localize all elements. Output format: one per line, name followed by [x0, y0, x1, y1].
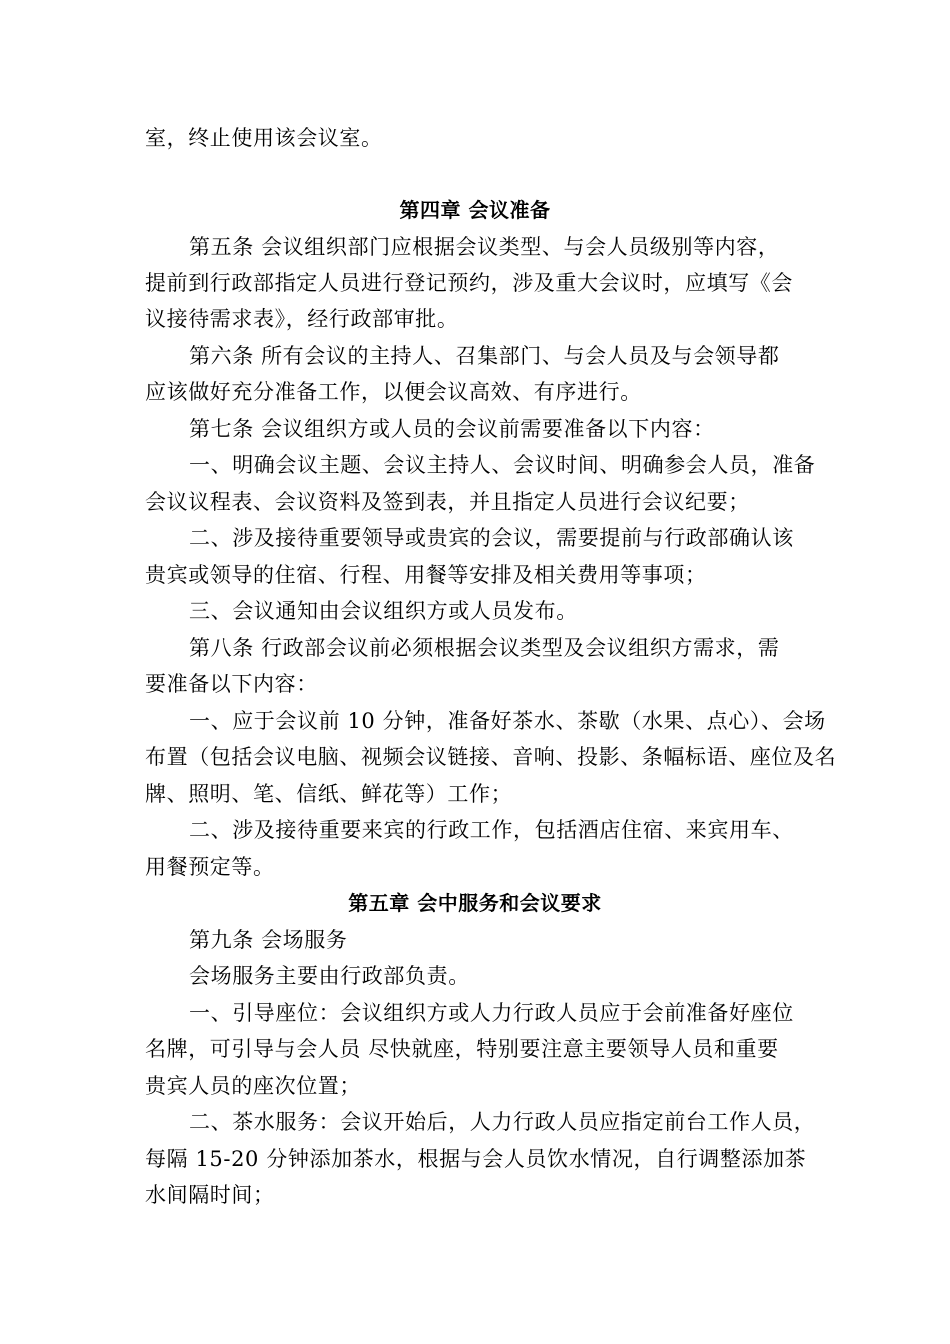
- article-7-item-1-line-2: 会议议程表、会议资料及签到表，并且指定人员进行会议纪要；: [145, 490, 750, 514]
- article-7-line-1: 第七条 会议组织方或人员的会议前需要准备以下内容：: [189, 417, 715, 441]
- article-8-item-1-line-3: 牌、照明、笔、信纸、鲜花等）工作；: [145, 782, 513, 806]
- article-5-line-3: 议接待需求表》，经行政部审批。: [145, 307, 459, 331]
- article-7-item-2-line-2: 贵宾或领导的住宿、行程、用餐等安排及相关费用等事项；: [145, 563, 707, 587]
- paragraph-continuation: 室，终止使用该会议室。: [145, 126, 383, 150]
- article-9-item-2-line-3: 水间隔时间；: [145, 1183, 275, 1207]
- article-8-line-1: 第八条 行政部会议前必须根据会议类型及会议组织方需求，需: [189, 636, 780, 660]
- article-8-item-1-line-2: 布置（包括会议电脑、视频会议链接、音响、投影、条幅标语、座位及名: [145, 745, 837, 769]
- article-8-item-1-line-1: 一、应于会议前 10 分钟，准备好茶水、茶歇（水果、点心）、会场: [189, 709, 826, 733]
- article-8-item-2-line-1: 二、涉及接待重要来宾的行政工作，包括酒店住宿、来宾用车、: [189, 818, 794, 842]
- chapter-4-heading: 第四章 会议准备: [399, 198, 551, 222]
- article-5-line-2: 提前到行政部指定人员进行登记预约，涉及重大会议时，应填写《会: [145, 271, 793, 295]
- article-7-item-3: 三、会议通知由会议组织方或人员发布。: [189, 599, 578, 623]
- article-8-line-2: 要准备以下内容：: [145, 672, 318, 696]
- article-6-line-1: 第六条 所有会议的主持人、召集部门、与会人员及与会领导都: [189, 344, 780, 368]
- chapter-5-heading: 第五章 会中服务和会议要求: [348, 891, 602, 915]
- article-9-title: 第九条 会场服务: [189, 928, 348, 952]
- article-6-line-2: 应该做好充分准备工作，以便会议高效、有序进行。: [145, 380, 642, 404]
- article-9-item-1-line-2: 名牌，可引导与会人员 尽快就座，特别要注意主要领导人员和重要: [145, 1037, 779, 1061]
- article-9-item-1-line-3: 贵宾人员的座次位置；: [145, 1074, 361, 1098]
- article-7-item-1-line-1: 一、明确会议主题、会议主持人、会议时间、明确参会人员，准备: [189, 453, 816, 477]
- article-9-intro: 会场服务主要由行政部负责。: [189, 964, 470, 988]
- article-5-line-1: 第五条 会议组织部门应根据会议类型、与会人员级别等内容，: [189, 235, 780, 259]
- article-9-item-2-line-2: 每隔 15-20 分钟添加茶水，根据与会人员饮水情况，自行调整添加茶: [145, 1147, 807, 1171]
- article-7-item-2-line-1: 二、涉及接待重要领导或贵宾的会议，需要提前与行政部确认该: [189, 526, 794, 550]
- article-9-item-1-line-1: 一、引导座位：会议组织方或人力行政人员应于会前准备好座位: [189, 1001, 794, 1025]
- article-8-item-2-line-2: 用餐预定等。: [145, 855, 275, 879]
- article-9-item-2-line-1: 二、茶水服务：会议开始后，人力行政人员应指定前台工作人员，: [189, 1110, 816, 1134]
